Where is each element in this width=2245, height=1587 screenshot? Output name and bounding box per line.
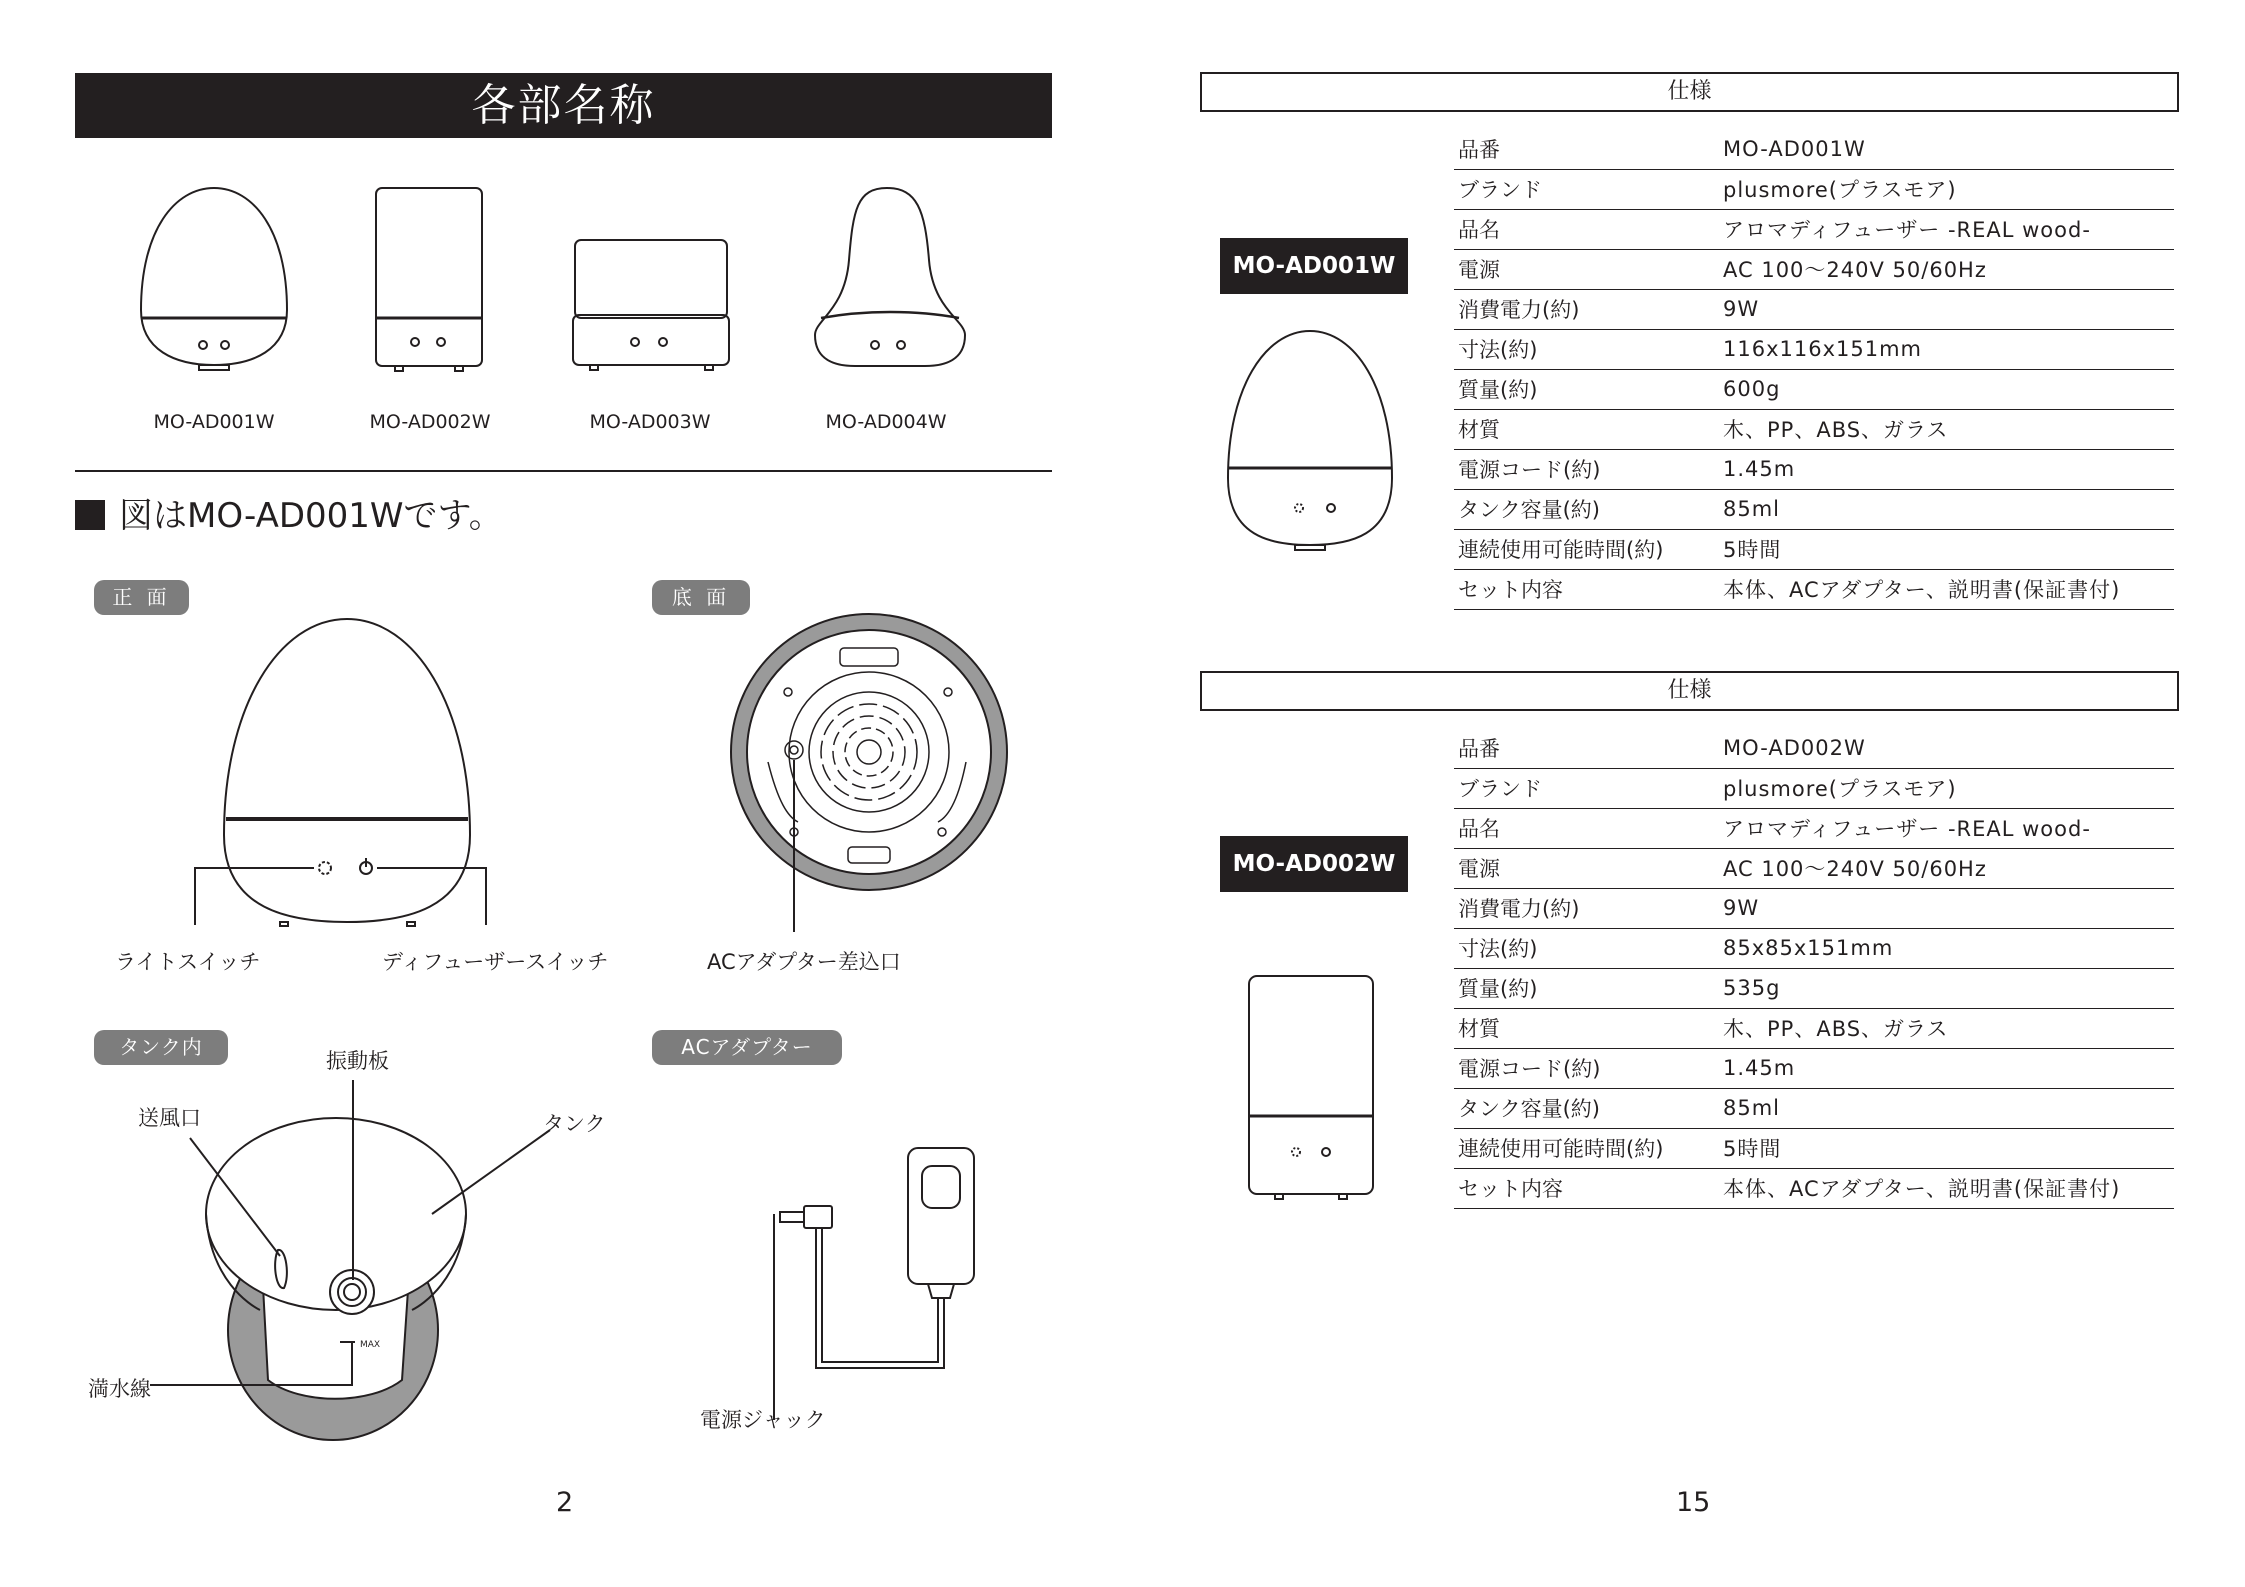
spec-value: 85ml: [1719, 1088, 2174, 1128]
spec-value: 本体、ACアダプター、説明書(保証書付): [1719, 569, 2174, 609]
adapter-view-label: ACアダプター: [652, 1030, 842, 1065]
spec-row: [1454, 1048, 2174, 1088]
spec-value: MO-AD002W: [1719, 728, 2174, 768]
spec-key: ブランド: [1454, 169, 1719, 209]
model-tag-2: MO-AD002W: [1220, 836, 1408, 892]
product-illustration-001: [1225, 328, 1405, 553]
spec-key: 電源コード(約): [1454, 449, 1719, 489]
spec-key: 消費電力(約): [1454, 289, 1719, 329]
spec-key: 電源: [1454, 249, 1719, 289]
spec-key: 材質: [1454, 409, 1719, 449]
spec-value: 1.45m: [1719, 449, 2174, 489]
spec-heading-2: 仕様: [1200, 671, 2179, 711]
spec-value: アロマディフューザー -REAL wood-: [1719, 808, 2174, 848]
spec-row: [1454, 888, 2174, 928]
spec-row: [1454, 249, 2174, 289]
spec-row: [1454, 169, 2174, 209]
spec-row: [1454, 1008, 2174, 1048]
front-view-label: 正 面: [94, 580, 189, 615]
spec-row: [1454, 129, 2174, 169]
spec-table-2: [1454, 728, 2174, 1209]
spec-key: 質量(約): [1454, 369, 1719, 409]
spec-value: 1.45m: [1719, 1048, 2174, 1088]
spec-row: [1454, 369, 2174, 409]
ac-adapter-illustration: [760, 1140, 1000, 1440]
spec-row: [1454, 569, 2174, 609]
bottom-view-label: 底 面: [652, 580, 750, 615]
spec-key: 電源コード(約): [1454, 1048, 1719, 1088]
page-number-right: 15: [1676, 1487, 1711, 1518]
spec-key: 質量(約): [1454, 968, 1719, 1008]
spec-row: [1454, 968, 2174, 1008]
bottom-view-illustration: [728, 612, 1028, 942]
spec-row: [1454, 289, 2174, 329]
spec-row: [1454, 209, 2174, 249]
spec-value: 535g: [1719, 968, 2174, 1008]
vibration-plate-callout: 振動板: [326, 1049, 389, 1073]
spec-row: [1454, 1128, 2174, 1168]
spec-row: [1454, 1088, 2174, 1128]
spec-table-1: [1454, 129, 2174, 610]
power-jack-callout: 電源ジャック: [700, 1408, 826, 1432]
spec-value: 85x85x151mm: [1719, 928, 2174, 968]
spec-heading-1: 仕様: [1200, 72, 2179, 112]
spec-value: 85ml: [1719, 489, 2174, 529]
diffuser-switch-callout: ディフューザースイッチ: [382, 950, 609, 974]
spec-key: タンク容量(約): [1454, 489, 1719, 529]
spec-row: [1454, 489, 2174, 529]
spec-key: 寸法(約): [1454, 329, 1719, 369]
spec-key: タンク容量(約): [1454, 1088, 1719, 1128]
spec-value: 600g: [1719, 369, 2174, 409]
spec-value: AC 100〜240V 50/60Hz: [1719, 848, 2174, 888]
spec-row: [1454, 808, 2174, 848]
spec-row: [1454, 768, 2174, 808]
page-number-left: 2: [556, 1487, 574, 1518]
spec-key: 電源: [1454, 848, 1719, 888]
spec-value: plusmore(プラスモア): [1719, 768, 2174, 808]
spec-value: 木、PP、ABS、ガラス: [1719, 1008, 2174, 1048]
spec-value: 本体、ACアダプター、説明書(保証書付): [1719, 1168, 2174, 1208]
spec-value: 9W: [1719, 289, 2174, 329]
spec-key: 連続使用可能時間(約): [1454, 529, 1719, 569]
spec-row: [1454, 848, 2174, 888]
fill-line-callout: 満水線: [88, 1377, 151, 1401]
spec-value: AC 100〜240V 50/60Hz: [1719, 249, 2174, 289]
spec-value: plusmore(プラスモア): [1719, 169, 2174, 209]
product-illustration-002: [1245, 972, 1385, 1202]
spec-key: 品名: [1454, 808, 1719, 848]
spec-key: ブランド: [1454, 768, 1719, 808]
spec-row: [1454, 409, 2174, 449]
spec-row: [1454, 928, 2174, 968]
spec-row: [1454, 728, 2174, 768]
spec-key: セット内容: [1454, 1168, 1719, 1208]
spec-row: [1454, 449, 2174, 489]
spec-key: セット内容: [1454, 569, 1719, 609]
model-note: 図はMO-AD001Wです。: [75, 488, 503, 537]
model-tag-1: MO-AD001W: [1220, 238, 1408, 294]
spec-value: 5時間: [1719, 529, 2174, 569]
spec-row: [1454, 329, 2174, 369]
model-label-001: MO-AD001W: [153, 411, 275, 433]
spec-key: 品番: [1454, 728, 1719, 768]
spec-key: 品番: [1454, 129, 1719, 169]
spec-value: 木、PP、ABS、ガラス: [1719, 409, 2174, 449]
bullet-square-icon: [75, 500, 105, 530]
spec-value: 116x116x151mm: [1719, 329, 2174, 369]
page-title: 各部名称: [75, 73, 1052, 138]
spec-row: [1454, 1168, 2174, 1208]
spec-key: 連続使用可能時間(約): [1454, 1128, 1719, 1168]
model-label-003: MO-AD003W: [589, 411, 711, 433]
spec-value: MO-AD001W: [1719, 129, 2174, 169]
spec-value: アロマディフューザー -REAL wood-: [1719, 209, 2174, 249]
air-outlet-callout: 送風口: [138, 1106, 201, 1130]
ac-inlet-callout: ACアダプター差込口: [707, 950, 901, 974]
model-label-002: MO-AD002W: [369, 411, 491, 433]
spec-key: 材質: [1454, 1008, 1719, 1048]
spec-value: 9W: [1719, 888, 2174, 928]
spec-value: 5時間: [1719, 1128, 2174, 1168]
tank-view-label: タンク内: [94, 1030, 228, 1065]
front-view-illustration: [180, 615, 520, 955]
spec-row: [1454, 529, 2174, 569]
light-switch-callout: ライトスイッチ: [115, 950, 261, 974]
model-label-004: MO-AD004W: [825, 411, 947, 433]
section-divider: [75, 470, 1052, 472]
model-lineup-illustration: [75, 170, 1052, 410]
spec-key: 品名: [1454, 209, 1719, 249]
max-mark: MAX: [360, 1340, 381, 1350]
spec-key: 消費電力(約): [1454, 888, 1719, 928]
spec-key: 寸法(約): [1454, 928, 1719, 968]
tank-callout: タンク: [543, 1112, 606, 1136]
